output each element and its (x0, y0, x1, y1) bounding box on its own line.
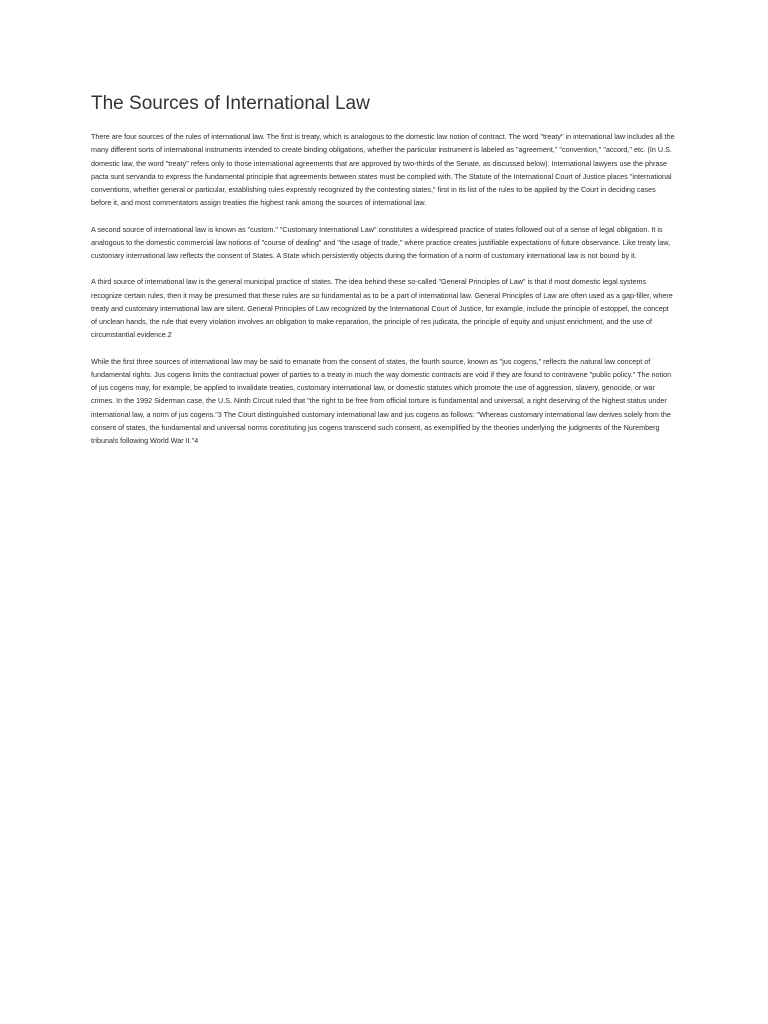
paragraph-jus-cogens: While the first three sources of international law may be said to emanate from the consent of states, the fourth source, known as "jus cogens," reflects the natural law concept of fundamental rights. Jus cogens limits the contractual power of parties to a treaty in much the way domestic contracts are void if they are found to contravene "public policy." The notion of jus cogens may, for example, be applied to invalidate treaties, customary international law, or domestic statutes which promote the use of aggression, slavery, genocide, or war crimes. In the 1992 Siderman case, the U.S. Ninth Circuit ruled that "the right to be free from official torture is fundamental and universal, a right deserving of the highest status under international law, a norm of jus cogens."3 The Court distinguished customary international law and jus cogens as follows: "Whereas customary international law derives solely from the consent of states, the fundamental and universal norms constituting jus cogens transcend such consent, as exemplified by the theories underlying the judgments of the Nuremberg tribunals following World War II."4 (91, 356, 672, 445)
paragraph-treaty: There are four sources of the rules of international law. The first is treaty, which is analogous to the domestic law notion of contract. The word "treaty" in international law includes all the many different sorts of international instruments intended to create binding obligations, whether the particular instrument is labeled as "agreement," "convention," "accord," etc. (In U.S. domestic law, the word "treaty" refers only to those international agreements that are approved by two-thirds of the Senate, as discussed below). International lawyers use the phrase pacta sunt servanda to express the fundamental principle that agreements between states must be complied with. The Statute of the International Court of Justice places "international conventions, whether general or particular, establishing rules expressly recognized by the contesting states," first in its list of the rules to be applied by the Court in deciding cases before it, and most commentators assign treaties the highest rank among the sources of international law. (91, 132, 675, 208)
paragraph-custom: A second source of international law is known as "custom." "Customary International Law" constitutes a widespread practice of states followed out of a sense of legal obligation. It is analogous to the domestic commercial law notions of "course of dealing" and "the usage of trade," where practice creates justifiable expectations of future observance. Like treaty law, customary international law reflects the consent of States. A State which persistently objects during the formation of a norm of customary international law is not bound by it. (91, 224, 671, 260)
page-title: The Sources of International Law (91, 93, 370, 114)
document-body (91, 130, 675, 460)
paragraph-general-principles: A third source of international law is the general municipal practice of states. The idea behind these so-called "General Principles of Law" is that if most domestic legal systems recognize certain rules, then it may be presumed that these rules are so fundamental as to be a part of international law. General Principles of Law are often used as a gap-filler, where treaty and customary international law are silent. General Principles of Law recognized by the International Court of Justice, for example, include the principle of estoppel, the concept of unclean hands, the rule that every violation involves an obligation to make reparation, the principle of res judicata, the principle of equity and unjust enrichment, and the use of circumstantial evidence.2 (91, 277, 673, 340)
